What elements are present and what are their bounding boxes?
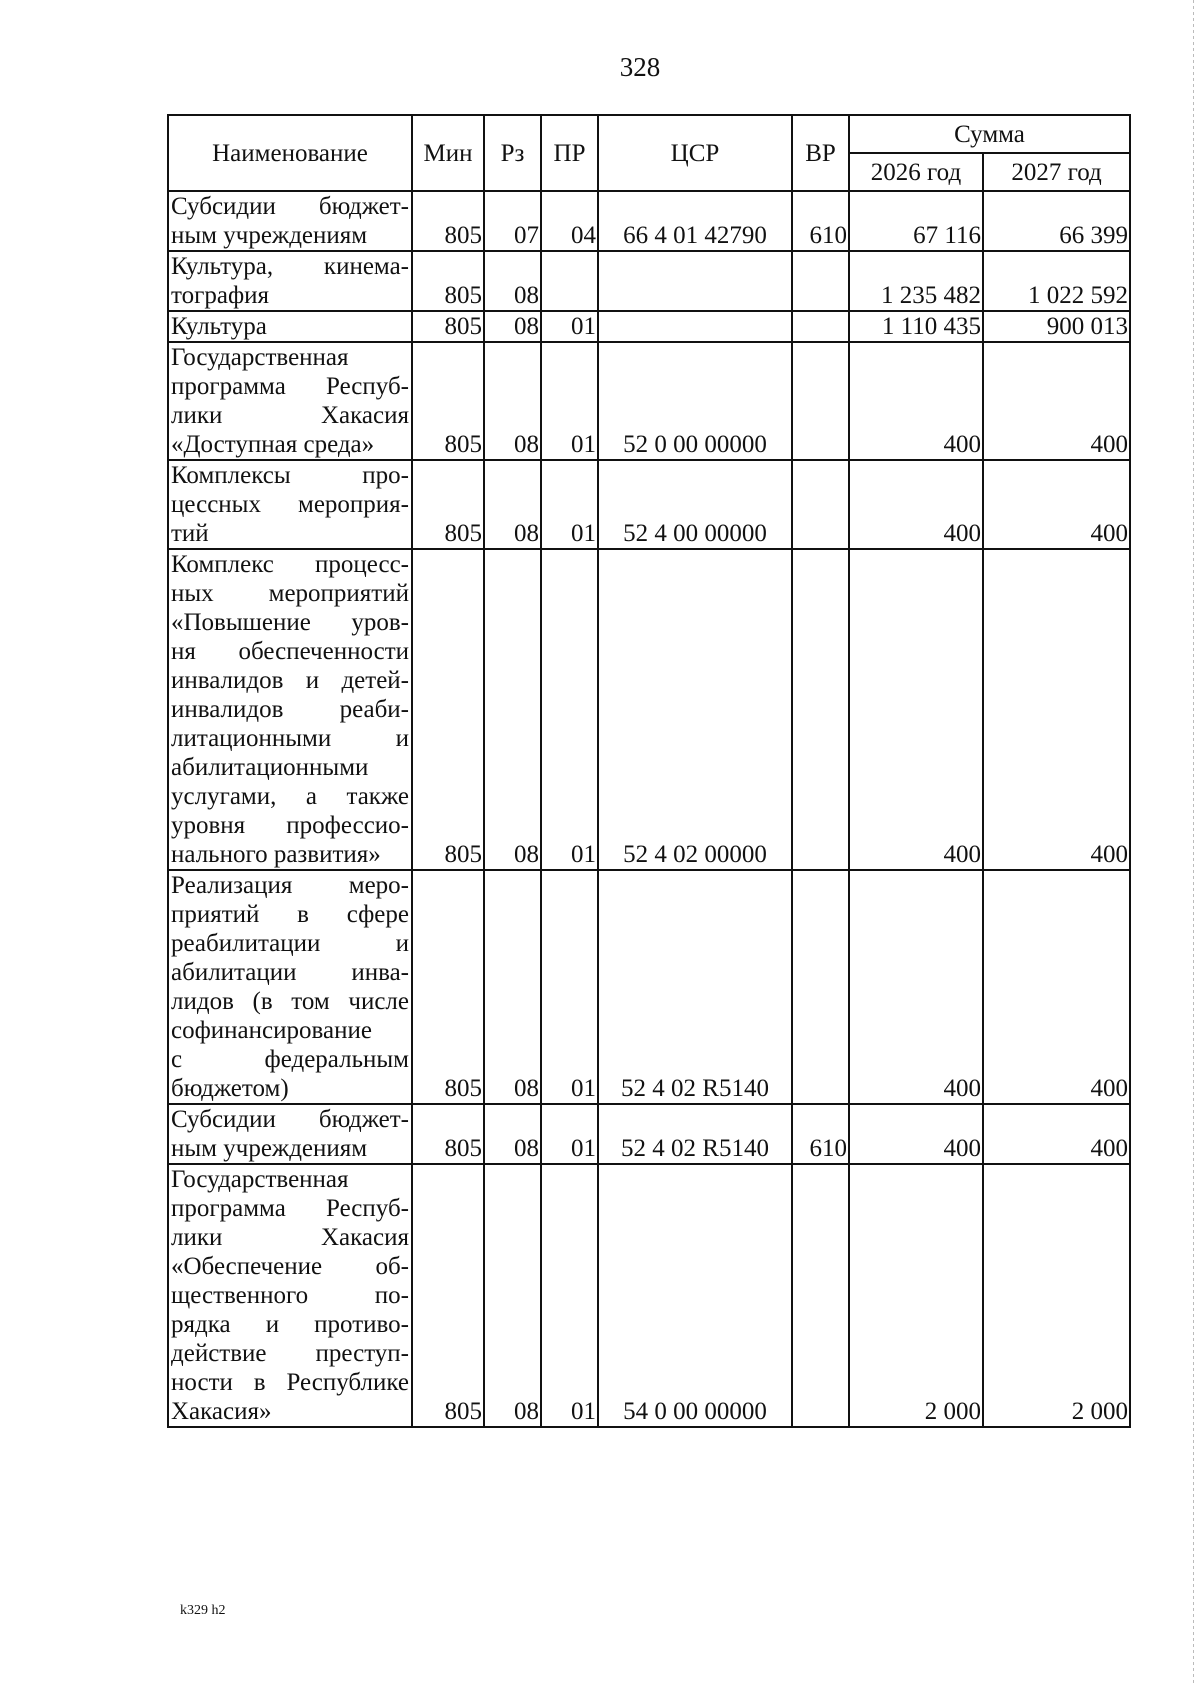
cell-csr: 66 4 01 42790 — [598, 191, 792, 251]
cell-pr: 01 — [541, 1104, 598, 1164]
page-number: 328 — [619, 52, 661, 82]
cell-rz: 08 — [484, 1164, 541, 1427]
cell-vr — [792, 311, 849, 342]
cell-min: 805 — [412, 342, 484, 460]
table-row — [168, 311, 1130, 342]
cell-sum-2026: 400 — [849, 1104, 983, 1164]
cell-rz: 08 — [484, 311, 541, 342]
cell-csr — [598, 251, 792, 311]
binding-edge-line — [1193, 0, 1194, 1686]
cell-sum-2026: 2 000 — [849, 1164, 983, 1427]
cell-pr: 01 — [541, 1164, 598, 1427]
table-row — [168, 549, 1130, 870]
table-row — [168, 460, 1130, 549]
cell-rz: 08 — [484, 549, 541, 870]
cell-min: 805 — [412, 1104, 484, 1164]
cell-name: Комплексы про- цессных мероприя- тий — [168, 460, 412, 549]
cell-vr — [792, 342, 849, 460]
budget-table — [167, 114, 1131, 1428]
table-row — [168, 191, 1130, 251]
cell-pr: 01 — [541, 549, 598, 870]
cell-sum-2027: 2 000 — [983, 1164, 1130, 1427]
cell-sum-2026: 67 116 — [849, 191, 983, 251]
header-csr: ЦСР — [598, 115, 792, 191]
header-min: Мин — [412, 115, 484, 191]
cell-sum-2027: 400 — [983, 342, 1130, 460]
header-sum: Сумма — [849, 115, 1130, 153]
cell-pr: 01 — [541, 342, 598, 460]
cell-csr: 52 4 00 00000 — [598, 460, 792, 549]
cell-sum-2027: 400 — [983, 1104, 1130, 1164]
header-vr: ВР — [792, 115, 849, 191]
cell-csr — [598, 311, 792, 342]
header-year-2027: 2027 год — [983, 153, 1130, 191]
cell-pr: 01 — [541, 870, 598, 1104]
cell-name: Реализация меро- приятий в сфере реабилитации и абилитации инва- лидов (в том числе софинансирование с федеральным бюджетом) — [168, 870, 412, 1104]
cell-name: Культура — [168, 311, 412, 342]
cell-vr: 610 — [792, 191, 849, 251]
cell-csr: 52 4 02 R5140 — [598, 870, 792, 1104]
header-name: Наименование — [168, 115, 412, 191]
cell-vr — [792, 460, 849, 549]
header-year-2026: 2026 год — [849, 153, 983, 191]
cell-csr: 52 4 02 R5140 — [598, 1104, 792, 1164]
cell-sum-2026: 400 — [849, 460, 983, 549]
cell-min: 805 — [412, 460, 484, 549]
footer-code: k329 h2 — [180, 1603, 226, 1618]
cell-sum-2026: 400 — [849, 870, 983, 1104]
cell-min: 805 — [412, 191, 484, 251]
cell-rz: 08 — [484, 251, 541, 311]
table-row — [168, 1164, 1130, 1427]
cell-min: 805 — [412, 549, 484, 870]
cell-csr: 52 0 00 00000 — [598, 342, 792, 460]
cell-sum-2027: 900 013 — [983, 311, 1130, 342]
table-row — [168, 251, 1130, 311]
cell-sum-2027: 400 — [983, 549, 1130, 870]
cell-sum-2027: 400 — [983, 460, 1130, 549]
cell-name: Культура, кинема- тография — [168, 251, 412, 311]
cell-pr: 01 — [541, 460, 598, 549]
cell-rz: 08 — [484, 342, 541, 460]
cell-pr: 01 — [541, 311, 598, 342]
header-pr: ПР — [541, 115, 598, 191]
cell-sum-2027: 66 399 — [983, 191, 1130, 251]
header-rz: Рз — [484, 115, 541, 191]
cell-min: 805 — [412, 251, 484, 311]
cell-rz: 08 — [484, 1104, 541, 1164]
cell-csr: 52 4 02 00000 — [598, 549, 792, 870]
table-row — [168, 870, 1130, 1104]
cell-vr — [792, 1164, 849, 1427]
cell-vr — [792, 251, 849, 311]
cell-min: 805 — [412, 870, 484, 1104]
cell-pr: 04 — [541, 191, 598, 251]
cell-vr — [792, 549, 849, 870]
cell-sum-2026: 1 235 482 — [849, 251, 983, 311]
cell-vr: 610 — [792, 1104, 849, 1164]
cell-rz: 08 — [484, 870, 541, 1104]
cell-pr — [541, 251, 598, 311]
table-row — [168, 1104, 1130, 1164]
cell-sum-2027: 1 022 592 — [983, 251, 1130, 311]
table-body — [168, 191, 1130, 1427]
cell-csr: 54 0 00 00000 — [598, 1164, 792, 1427]
cell-sum-2026: 400 — [849, 342, 983, 460]
cell-name: Комплекс процесс- ных мероприятий «Повышение уров- ня обеспеченности инвалидов и детей- инвалидов реаби- литационными и абилитационными услугами, а также уровня профессио- нального развития» — [168, 549, 412, 870]
cell-name: Государственная программа Респуб- лики Хакасия «Доступная среда» — [168, 342, 412, 460]
cell-rz: 08 — [484, 460, 541, 549]
table-row — [168, 342, 1130, 460]
cell-name: Субсидии бюджет- ным учреждениям — [168, 1104, 412, 1164]
cell-rz: 07 — [484, 191, 541, 251]
cell-sum-2026: 400 — [849, 549, 983, 870]
cell-min: 805 — [412, 311, 484, 342]
cell-sum-2027: 400 — [983, 870, 1130, 1104]
cell-name: Государственная программа Респуб- лики Хакасия «Обеспечение об- щественного по- рядка и противо- действие преступ- ности в Республике Хакасия» — [168, 1164, 412, 1427]
cell-min: 805 — [412, 1164, 484, 1427]
cell-sum-2026: 1 110 435 — [849, 311, 983, 342]
cell-vr — [792, 870, 849, 1104]
cell-name: Субсидии бюджет- ным учреждениям — [168, 191, 412, 251]
